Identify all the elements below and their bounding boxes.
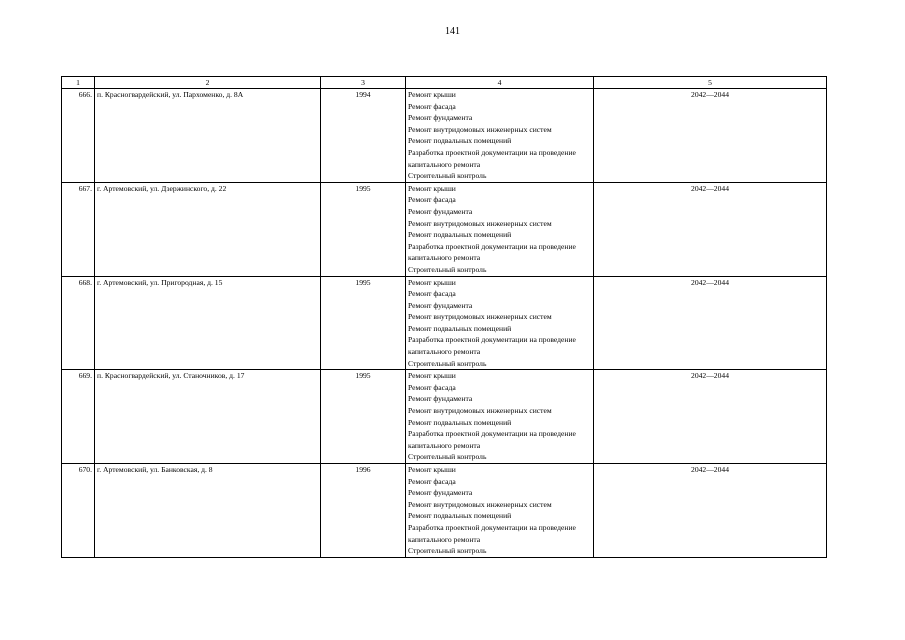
work-item: Ремонт внутридомовых инженерных систем bbox=[408, 499, 552, 509]
work-item: Ремонт внутридомовых инженерных систем bbox=[408, 406, 552, 416]
row-address: г. Артемовский, ул. Пригородная, д. 15 bbox=[95, 276, 321, 370]
work-item: Ремонт крыши bbox=[408, 465, 456, 474]
work-item: Ремонт фасада bbox=[408, 382, 456, 392]
row-year: 1995 bbox=[321, 276, 406, 370]
work-item: Ремонт внутридомовых инженерных систем bbox=[408, 218, 552, 228]
row-number: 669. bbox=[62, 370, 95, 464]
work-item: Разработка проектной документации на проведение капитального ремонта bbox=[408, 429, 576, 450]
work-item: Разработка проектной документации на проведение капитального ремонта bbox=[408, 522, 576, 544]
work-item: Разработка проектной документации на проведение капитального ремонта bbox=[408, 335, 576, 357]
header-col-3: 3 bbox=[321, 77, 406, 89]
row-works-list bbox=[406, 182, 594, 276]
table-header bbox=[62, 77, 827, 89]
work-item: Ремонт внутридомовых инженерных систем bbox=[408, 124, 552, 134]
row-address: г. Артемовский, ул. Банковская, д. 8 bbox=[95, 464, 321, 558]
work-item: Строительный контроль bbox=[408, 452, 487, 462]
repair-schedule-table bbox=[61, 76, 827, 558]
row-number: 666. bbox=[62, 89, 95, 183]
work-item: Ремонт фундамента bbox=[408, 300, 473, 310]
work-item: Строительный контроль bbox=[408, 546, 487, 556]
work-item: Ремонт подвальных помещений bbox=[408, 136, 512, 146]
work-item: Ремонт фасада bbox=[408, 101, 456, 111]
table-row bbox=[62, 370, 827, 464]
header-col-5: 5 bbox=[594, 77, 827, 89]
work-item: Строительный контроль bbox=[408, 171, 487, 181]
work-item: Ремонт подвальных помещений bbox=[408, 417, 512, 427]
row-number: 670. bbox=[62, 464, 95, 558]
work-item: Ремонт фундамента bbox=[408, 488, 473, 498]
work-item: Строительный контроль bbox=[408, 264, 487, 274]
row-works-list bbox=[406, 370, 594, 464]
work-item: Ремонт крыши bbox=[408, 183, 456, 193]
table-row bbox=[62, 276, 827, 370]
row-works-list bbox=[406, 464, 594, 558]
row-address: п. Красногвардейский, ул. Станочников, д. 17 bbox=[95, 370, 321, 464]
work-item: Ремонт фасада bbox=[408, 289, 456, 299]
row-address: п. Красногвардейский, ул. Пархоменко, д. 8А bbox=[95, 89, 321, 183]
work-item: Ремонт фундамента bbox=[408, 394, 473, 404]
work-item: Разработка проектной документации на проведение капитального ремонта bbox=[408, 241, 576, 263]
row-period: 2042—2044 bbox=[594, 464, 827, 558]
row-year: 1996 bbox=[321, 464, 406, 558]
table-body bbox=[62, 89, 827, 558]
work-item: Ремонт крыши bbox=[408, 90, 456, 99]
page-number: 141 bbox=[445, 26, 460, 37]
header-col-4: 4 bbox=[406, 77, 594, 89]
work-item: Ремонт фундамента bbox=[408, 206, 473, 216]
row-number: 667. bbox=[62, 182, 95, 276]
row-works-list bbox=[406, 276, 594, 370]
work-item: Строительный контроль bbox=[408, 358, 487, 368]
work-item: Ремонт подвальных помещений bbox=[408, 230, 512, 240]
row-period: 2042—2044 bbox=[594, 89, 827, 183]
table-row bbox=[62, 464, 827, 558]
work-item: Ремонт подвальных помещений bbox=[408, 511, 512, 521]
row-year: 1995 bbox=[321, 182, 406, 276]
row-number: 668. bbox=[62, 276, 95, 370]
work-item: Ремонт фасада bbox=[408, 476, 456, 486]
row-period: 2042—2044 bbox=[594, 370, 827, 464]
work-item: Ремонт внутридомовых инженерных систем bbox=[408, 312, 552, 322]
work-item: Ремонт подвальных помещений bbox=[408, 323, 512, 333]
work-item: Ремонт фундамента bbox=[408, 113, 473, 123]
row-address: г. Артемовский, ул. Дзержинского, д. 22 bbox=[95, 182, 321, 276]
table-row bbox=[62, 182, 827, 276]
row-year: 1994 bbox=[321, 89, 406, 183]
work-item: Разработка проектной документации на проведение капитального ремонта bbox=[408, 147, 576, 169]
row-period: 2042—2044 bbox=[594, 182, 827, 276]
work-item: Ремонт крыши bbox=[408, 277, 456, 287]
row-year: 1995 bbox=[321, 370, 406, 464]
row-works-list bbox=[406, 89, 594, 183]
header-row bbox=[62, 77, 827, 89]
work-item: Ремонт крыши bbox=[408, 371, 456, 381]
row-period: 2042—2044 bbox=[594, 276, 827, 370]
work-item: Ремонт фасада bbox=[408, 195, 456, 205]
header-col-1: 1 bbox=[62, 77, 95, 89]
table-row bbox=[62, 89, 827, 183]
header-col-2: 2 bbox=[95, 77, 321, 89]
